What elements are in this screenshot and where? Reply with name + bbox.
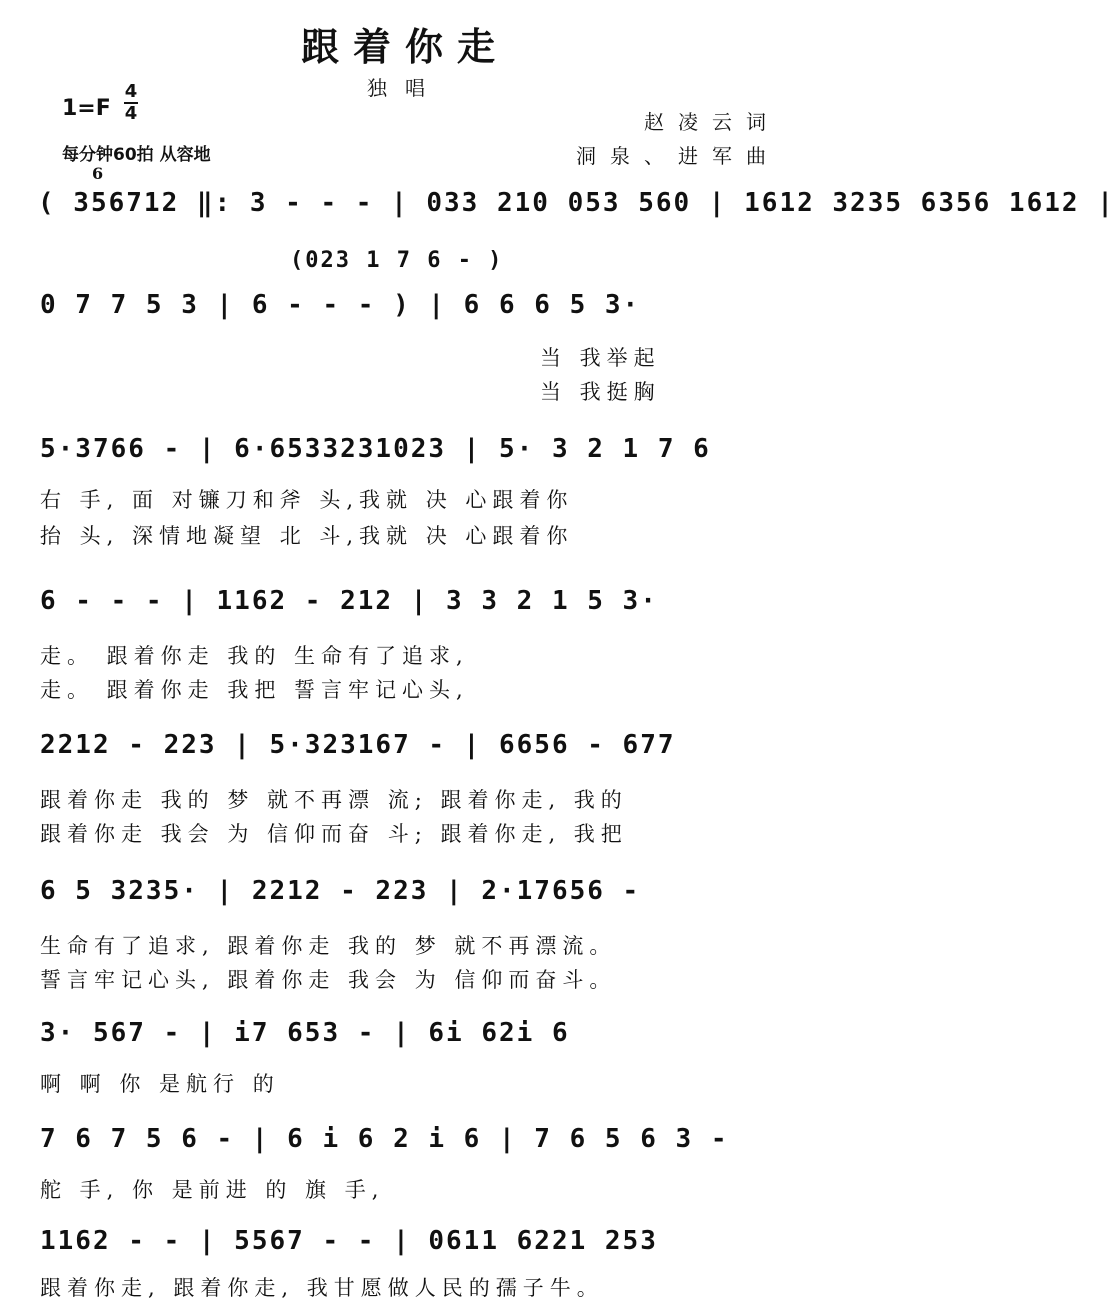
lyricist-credit: 赵凌云词 xyxy=(644,110,780,134)
score-row-4: 6 - - - | 1162 - 212 | 3 3 2 1 5 3· xyxy=(40,586,658,616)
lyrics-row-5-verse-1: 跟着你走 我的 梦 就不再漂 流; 跟着你走, 我的 xyxy=(40,788,628,812)
score-row-1: ( 356712 ‖: 3 - - - | 033 210 053 560 | 1612 3235 6356 1612 | xyxy=(38,188,1115,218)
time-bottom: 4 xyxy=(124,103,138,124)
lyrics-row-2-verse-2: 当 我挺胸 xyxy=(540,380,661,404)
lyrics-row-4-verse-1: 走。 跟着你走 我的 生命有了追求, xyxy=(40,644,469,668)
lyrics-row-4-verse-2: 走。 跟着你走 我把 誓言牢记心头, xyxy=(40,678,469,702)
lyrics-row-6-verse-1: 生命有了追求, 跟着你走 我的 梦 就不再漂流。 xyxy=(40,934,617,958)
time-top: 4 xyxy=(124,81,138,102)
lyrics-row-3-verse-2: 抬 头, 深情地凝望 北 斗,我就 决 心跟着你 xyxy=(40,524,574,548)
lyrics-row-5-verse-2: 跟着你走 我会 为 信仰而奋 斗; 跟着你走, 我把 xyxy=(40,822,628,846)
lyrics-row-2-verse-1: 当 我举起 xyxy=(540,346,661,370)
lyrics-row-3-verse-1: 右 手, 面 对镰刀和斧 头,我就 决 心跟着你 xyxy=(40,488,574,512)
tuplet-mark: 6 xyxy=(92,164,104,183)
score-row-6: 6 5 3235· | 2212 - 223 | 2·17656 - xyxy=(40,876,641,906)
composer-credit: 洞泉、进军曲 xyxy=(576,144,780,168)
tempo-marking: 每分钟60拍 从容地 xyxy=(62,145,211,165)
performance-type: 独唱 xyxy=(367,76,443,100)
key-signature: 1=F xyxy=(62,96,111,121)
score-row-2-upper: (023 1 7 6 - ) xyxy=(290,248,504,273)
time-signature xyxy=(124,82,138,124)
score-row-7: 3· 567 - | i7 653 - | 6i 62i 6 xyxy=(40,1018,570,1048)
lyrics-row-9: 跟着你走, 跟着你走, 我甘愿做人民的孺子牛。 xyxy=(40,1276,604,1300)
score-row-9: 1162 - - | 5567 - - | 0611 6221 253 xyxy=(40,1226,658,1256)
score-row-3: 5·3766 - | 6·6533231023 | 5· 3 2 1 7 6 xyxy=(40,434,711,464)
song-title: 跟着你走 xyxy=(300,24,509,69)
lyrics-row-8: 舵 手, 你 是前进 的 旗 手, xyxy=(40,1178,385,1202)
lyrics-row-7: 啊 啊 你 是航行 的 xyxy=(40,1072,280,1096)
score-row-8: 7 6 7 5 6 - | 6 i 6 2 i 6 | 7 6 5 6 3 - xyxy=(40,1124,729,1154)
lyrics-row-6-verse-2: 誓言牢记心头, 跟着你走 我会 为 信仰而奋斗。 xyxy=(40,968,617,992)
score-row-5: 2212 - 223 | 5·323167 - | 6656 - 677 xyxy=(40,730,676,760)
score-row-2: 0 7 7 5 3 | 6 - - - ) | 6 6 6 5 3· xyxy=(40,290,641,320)
